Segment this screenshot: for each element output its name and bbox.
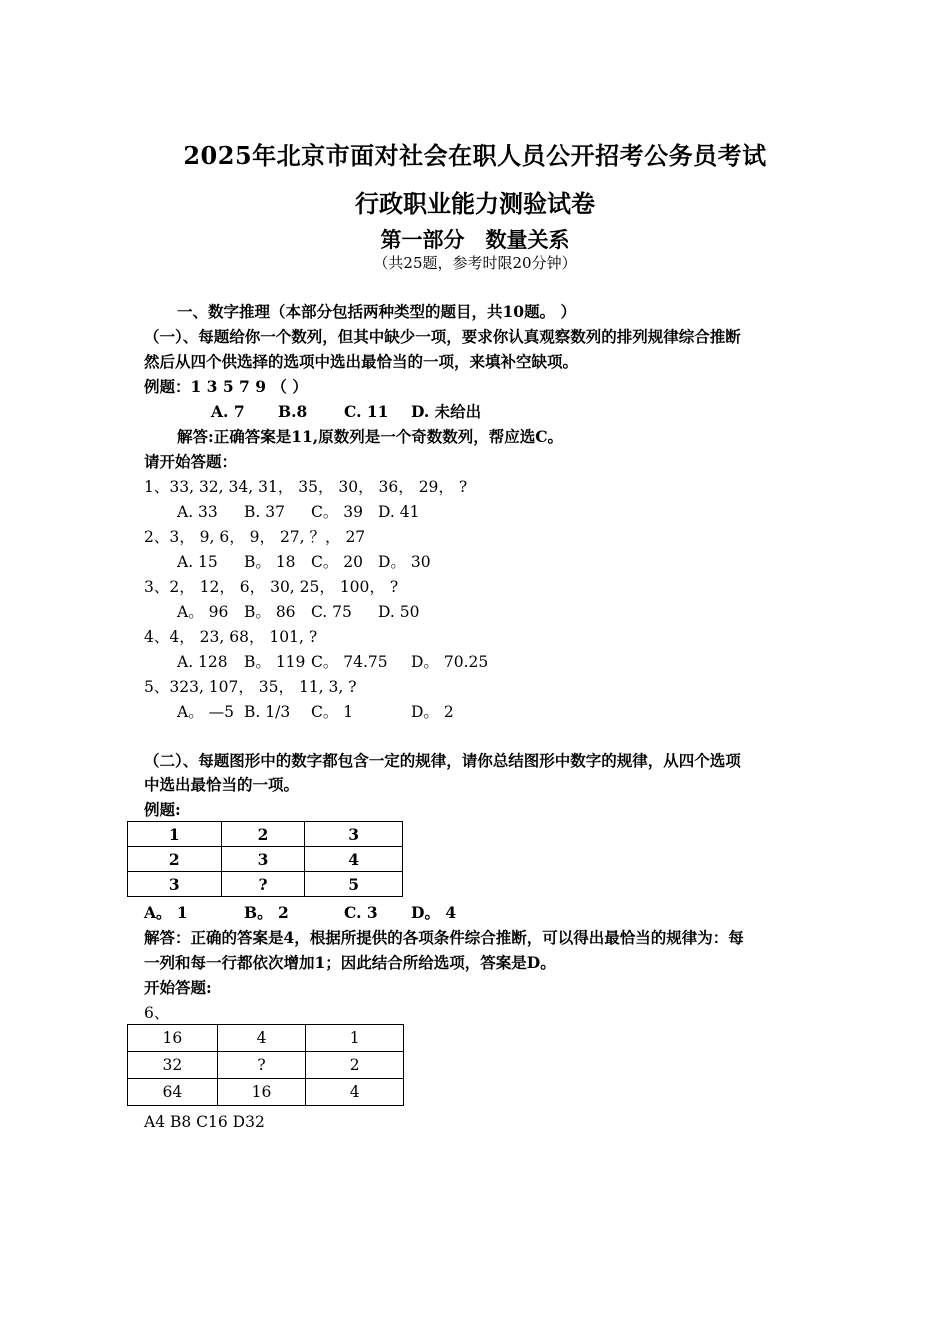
table-row	[128, 1025, 404, 1052]
question-1-option-d: D. 41	[378, 503, 420, 521]
question-3-option-c: C. 75	[311, 603, 352, 621]
question-1-option-a: A. 33	[177, 503, 218, 521]
grid-cell: 2	[221, 822, 305, 847]
question-4-stem: 4、4， 23, 68， 101, ?	[144, 628, 318, 646]
section2-line1: （二）、每题图形中的数字都包含一定的规律，请你总结图形中数字的规律，从四个选项	[144, 751, 741, 770]
section2-start-label: 开始答题:	[144, 978, 212, 997]
grid-cell: 3	[128, 872, 222, 897]
table-row	[128, 872, 403, 897]
grid-cell: 4	[305, 847, 403, 872]
grid-cell: 16	[128, 1025, 218, 1052]
question-1-option-c: C。 39	[311, 503, 364, 521]
grid-cell: 1	[306, 1025, 404, 1052]
section2-example-option-a: A。 1	[144, 903, 188, 922]
table-row	[128, 1079, 404, 1106]
grid-cell: 4	[217, 1025, 306, 1052]
question-5-option-d: D。 2	[411, 703, 454, 721]
grid-cell: 32	[128, 1052, 218, 1079]
section2-answer-line1: 解答：正确的答案是4，根据所提供的各项条件综合推断，可以得出最恰当的规律为：每	[144, 928, 744, 947]
example-option-d: D. 未给出	[411, 402, 482, 421]
question-2-option-b: B。 18	[244, 553, 296, 571]
exam-subtitle: 行政职业能力测验试卷	[355, 189, 595, 218]
question-3-option-b: B。 86	[244, 603, 296, 621]
example-label: 例题：1 3 5 7 9 （ ）	[144, 377, 308, 396]
grid-cell: 2	[128, 847, 222, 872]
section2-example-option-c: C. 3	[344, 903, 378, 922]
table-row	[128, 847, 403, 872]
question-2-option-a: A. 15	[177, 553, 218, 571]
grid-cell: 64	[128, 1079, 218, 1106]
grid-cell: ?	[217, 1052, 306, 1079]
question-4-option-a: A. 128	[177, 653, 228, 671]
exam-title: 2025年北京市面对社会在职人员公开招考公务员考试	[183, 141, 767, 170]
question-6-options: A4 B8 C16 D32	[144, 1113, 265, 1131]
section1-sub1-line2: 然后从四个供选择的选项中选出最恰当的一项，来填补空缺项。	[144, 352, 579, 371]
example-option-a: A. 7	[211, 402, 245, 421]
question-2-stem: 2、3， 9, 6， 9， 27, ？， 27	[144, 528, 366, 546]
example-option-c: C. 11	[344, 402, 389, 421]
question-1-option-b: B. 37	[244, 503, 285, 521]
question-5-option-b: B. 1/3	[244, 703, 291, 721]
question-4-option-b: B。 119	[244, 653, 306, 671]
question-4-option-c: C。 74.75	[311, 653, 388, 671]
question-2-option-d: D。 30	[378, 553, 431, 571]
grid-cell: 16	[217, 1079, 306, 1106]
table-row	[128, 1052, 404, 1079]
example-grid	[127, 821, 403, 897]
start-label: 请开始答题：	[144, 452, 238, 471]
section2-example-label: 例题:	[144, 800, 181, 819]
question-1-stem: 1、33, 32, 34, 31， 35， 30， 36， 29， ?	[144, 478, 468, 496]
question-2-option-c: C。 20	[311, 553, 364, 571]
question-4-option-d: D。 70.25	[411, 653, 489, 671]
question-5-option-a: A。 —5	[177, 703, 234, 721]
part-note: （共25题，参考时限20分钟）	[373, 254, 577, 272]
grid-cell: 4	[306, 1079, 404, 1106]
section2-example-option-b: B。 2	[244, 903, 289, 922]
table-row	[128, 822, 403, 847]
section1-heading: 一、数字推理（本部分包括两种类型的题目，共10题。 ）	[177, 302, 576, 321]
grid-cell: ?	[221, 872, 305, 897]
question-3-stem: 3、2， 12， 6， 30, 25， 100， ?	[144, 578, 399, 596]
question-3-option-a: A。 96	[177, 603, 229, 621]
section1-sub1-line1: （一）、每题给你一个数列，但其中缺少一项，要求你认真观察数列的排列规律综合推断	[144, 327, 741, 346]
grid-cell: 3	[305, 822, 403, 847]
question-3-option-d: D. 50	[378, 603, 420, 621]
question-6-grid	[127, 1024, 404, 1106]
grid-cell: 2	[306, 1052, 404, 1079]
question-5-option-c: C。 1	[311, 703, 354, 721]
section2-line2: 中选出最恰当的一项。	[144, 775, 300, 794]
section2-answer-line2: 一列和每一行都依次增加1；因此结合所给选项，答案是D。	[144, 953, 556, 972]
question-5-stem: 5、323, 107， 35， 11, 3, ?	[144, 678, 357, 696]
grid-cell: 1	[128, 822, 222, 847]
question-6-label: 6、	[144, 1004, 170, 1022]
grid-cell: 5	[305, 872, 403, 897]
example-option-b: B.8	[278, 402, 308, 421]
example-answer: 解答:正确答案是11,原数列是一个奇数数列，帮应选C。	[177, 427, 564, 446]
section2-example-option-d: D。 4	[411, 903, 457, 922]
grid-cell: 3	[221, 847, 305, 872]
part-title: 第一部分 数量关系	[380, 227, 570, 252]
